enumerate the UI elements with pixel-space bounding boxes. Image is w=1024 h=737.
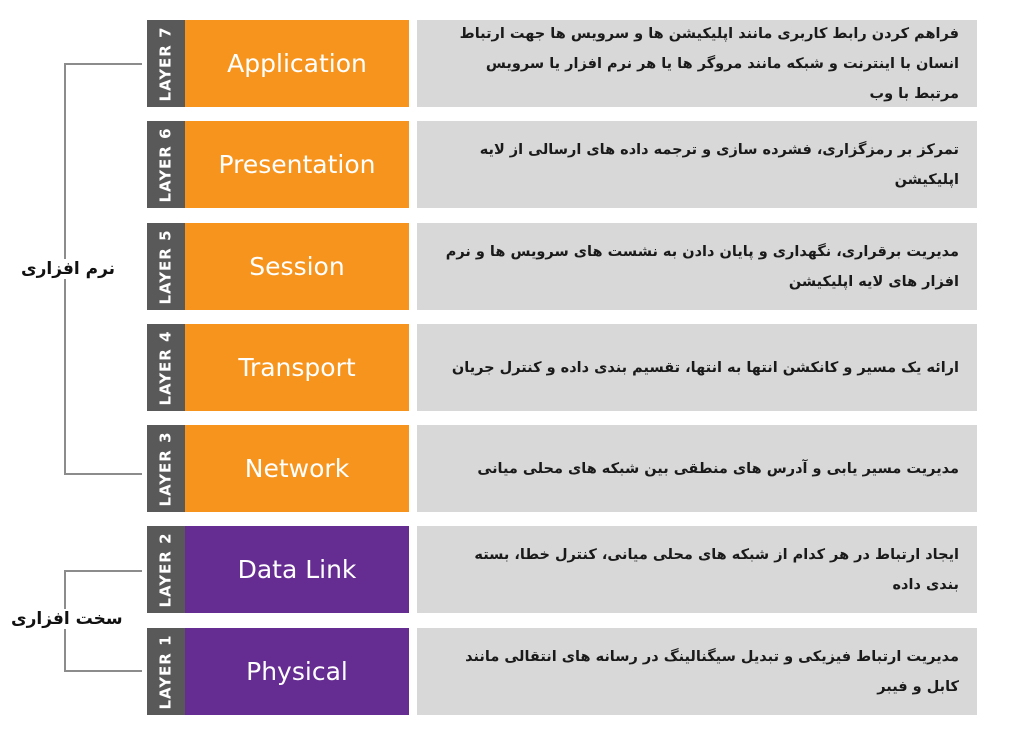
layer-tag [147, 526, 185, 613]
layer-name: Application [185, 20, 409, 107]
layer-description: فراهم کردن رابط کاربری مانند اپلیکیشن ها و سرویس ها جهت ارتباط انسان با اینترنت و شبکه مانند مروگر ها یا هر نرم افزار یا سرویس مرتبط با وب [417, 20, 977, 107]
layer-tag-label: LAYER 7 [157, 25, 175, 102]
layer-5-row [147, 223, 977, 310]
layer-tag [147, 324, 185, 411]
hardware-group-label: سخت افزاری [8, 609, 126, 629]
layer-name: Physical [185, 628, 409, 715]
layer-tag-label: LAYER 6 [157, 126, 175, 203]
layer-description: مدیریت مسیر یابی و آدرس های منطقی بین شبکه های محلی میانی [417, 425, 977, 512]
layer-1-row [147, 628, 977, 715]
layer-3-row [147, 425, 977, 512]
layer-tag-label: LAYER 4 [157, 329, 175, 406]
layer-6-row [147, 121, 977, 208]
layer-7-row [147, 20, 977, 107]
layer-name: Session [185, 223, 409, 310]
layer-name: Network [185, 425, 409, 512]
layer-name: Presentation [185, 121, 409, 208]
layer-description: ارائه یک مسیر و کانکشن انتها به انتها، تقسیم بندی داده و کنترل جریان [417, 324, 977, 411]
layer-tag-label: LAYER 3 [157, 430, 175, 507]
layer-name: Data Link [185, 526, 409, 613]
layer-description: مدیریت ارتباط فیزیکی و تبدیل سیگنالینگ در رسانه های انتقالی مانند کابل و فیبر [417, 628, 977, 715]
layer-description: مدیریت برقراری، نگهداری و پایان دادن به نشست های سرویس ها و نرم افزار های لایه اپلیکیشن [417, 223, 977, 310]
layer-tag-label: LAYER 5 [157, 228, 175, 305]
layer-tag-label: LAYER 1 [157, 633, 175, 710]
layer-tag [147, 425, 185, 512]
layer-tag [147, 628, 185, 715]
layer-tag [147, 223, 185, 310]
layer-description: ایجاد ارتباط در هر کدام از شبکه های محلی میانی، کنترل خطا، بسته بندی داده [417, 526, 977, 613]
layer-tag [147, 20, 185, 107]
layer-2-row [147, 526, 977, 613]
layer-name: Transport [185, 324, 409, 411]
layer-tag-label: LAYER 2 [157, 531, 175, 608]
layer-tag [147, 121, 185, 208]
software-group-label: نرم افزاری [18, 259, 118, 279]
layer-description: تمرکز بر رمزگزاری، فشرده سازی و ترجمه داده های ارسالی از لایه اپلیکیشن [417, 121, 977, 208]
layer-4-row [147, 324, 977, 411]
